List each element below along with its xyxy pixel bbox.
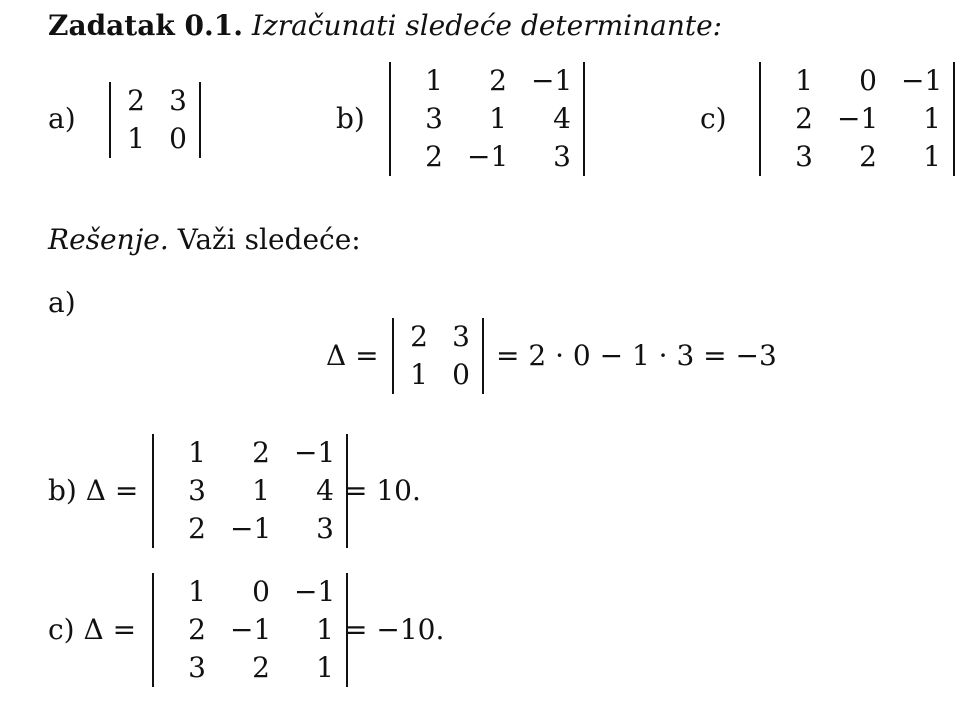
matrix-cell: 2 bbox=[127, 84, 145, 117]
task-part-a-determinant bbox=[109, 82, 201, 158]
matrix-cell: 4 bbox=[316, 474, 334, 507]
solution-c-label: c) Δ = bbox=[48, 613, 137, 646]
matrix-cell: 1 bbox=[923, 140, 941, 173]
solution-b-label: b) Δ = bbox=[48, 474, 139, 507]
matrix-cell: 1 bbox=[795, 64, 813, 97]
matrix-cell: 1 bbox=[316, 651, 334, 684]
matrix-cell: 1 bbox=[410, 358, 428, 391]
solution-c-rhs: = −10. bbox=[344, 613, 445, 646]
solution-heading bbox=[48, 222, 361, 258]
task-heading bbox=[48, 8, 722, 44]
solution-b-determinant bbox=[152, 434, 348, 548]
matrix-cell: 1 bbox=[188, 575, 206, 608]
task-instruction: Izračunati sledeće determinante: bbox=[251, 9, 723, 42]
matrix-cell: 3 bbox=[452, 320, 470, 353]
matrix-cell: 2 bbox=[252, 651, 270, 684]
matrix-cell: 2 bbox=[410, 320, 428, 353]
matrix-cell: 2 bbox=[859, 140, 877, 173]
matrix-cell: 0 bbox=[169, 122, 187, 155]
matrix-cell: 1 bbox=[127, 122, 145, 155]
matrix-cell: −1 bbox=[294, 436, 336, 469]
matrix-cell: 3 bbox=[553, 140, 571, 173]
task-part-c-label: c) bbox=[700, 102, 727, 135]
solution-a-determinant bbox=[392, 318, 484, 394]
matrix-cell: 0 bbox=[452, 358, 470, 391]
task-part-c-determinant bbox=[759, 62, 955, 176]
solution-b-rhs: = 10. bbox=[344, 474, 421, 507]
matrix-cell: 1 bbox=[489, 102, 507, 135]
matrix-cell: −1 bbox=[294, 575, 336, 608]
matrix-cell: 2 bbox=[795, 102, 813, 135]
task-label: Zadatak 0.1. bbox=[48, 9, 243, 42]
solution-intro: Važi sledeće: bbox=[177, 223, 361, 256]
matrix-cell: 2 bbox=[489, 64, 507, 97]
matrix-cell: 1 bbox=[923, 102, 941, 135]
determinant-grid bbox=[391, 62, 583, 176]
matrix-cell: 4 bbox=[553, 102, 571, 135]
matrix-cell: 3 bbox=[316, 512, 334, 545]
determinant-bar-right bbox=[953, 62, 955, 176]
determinant-bar-right bbox=[583, 62, 585, 176]
matrix-cell: 3 bbox=[795, 140, 813, 173]
solution-label: Rešenje. bbox=[48, 223, 169, 256]
matrix-cell: 3 bbox=[188, 474, 206, 507]
matrix-cell: 1 bbox=[252, 474, 270, 507]
task-part-b-label: b) bbox=[336, 102, 365, 135]
matrix-cell: −1 bbox=[230, 512, 272, 545]
determinant-grid bbox=[111, 82, 199, 158]
determinant-grid bbox=[394, 318, 482, 394]
matrix-cell: 1 bbox=[316, 613, 334, 646]
task-part-a-label: a) bbox=[48, 102, 76, 135]
determinant-grid bbox=[761, 62, 953, 176]
matrix-cell: −1 bbox=[837, 102, 879, 135]
matrix-cell: 3 bbox=[188, 651, 206, 684]
solution-a-lhs: Δ = bbox=[326, 339, 379, 372]
matrix-cell: −1 bbox=[467, 140, 509, 173]
matrix-cell: −1 bbox=[230, 613, 272, 646]
matrix-cell: 2 bbox=[188, 512, 206, 545]
matrix-cell: −1 bbox=[901, 64, 943, 97]
matrix-cell: 2 bbox=[425, 140, 443, 173]
matrix-cell: 3 bbox=[425, 102, 443, 135]
matrix-cell: 2 bbox=[188, 613, 206, 646]
matrix-cell: 0 bbox=[252, 575, 270, 608]
determinant-grid bbox=[154, 434, 346, 548]
solution-c-determinant bbox=[152, 573, 348, 687]
matrix-cell: 3 bbox=[169, 84, 187, 117]
matrix-cell: 2 bbox=[252, 436, 270, 469]
solution-a-label: a) bbox=[48, 286, 76, 319]
task-part-b-determinant bbox=[389, 62, 585, 176]
matrix-cell: 0 bbox=[859, 64, 877, 97]
solution-a-rhs: = 2 · 0 − 1 · 3 = −3 bbox=[496, 339, 777, 372]
matrix-cell: 1 bbox=[425, 64, 443, 97]
matrix-cell: 1 bbox=[188, 436, 206, 469]
determinant-bar-right bbox=[482, 318, 484, 394]
determinant-grid bbox=[154, 573, 346, 687]
determinant-bar-right bbox=[199, 82, 201, 158]
matrix-cell: −1 bbox=[531, 64, 573, 97]
